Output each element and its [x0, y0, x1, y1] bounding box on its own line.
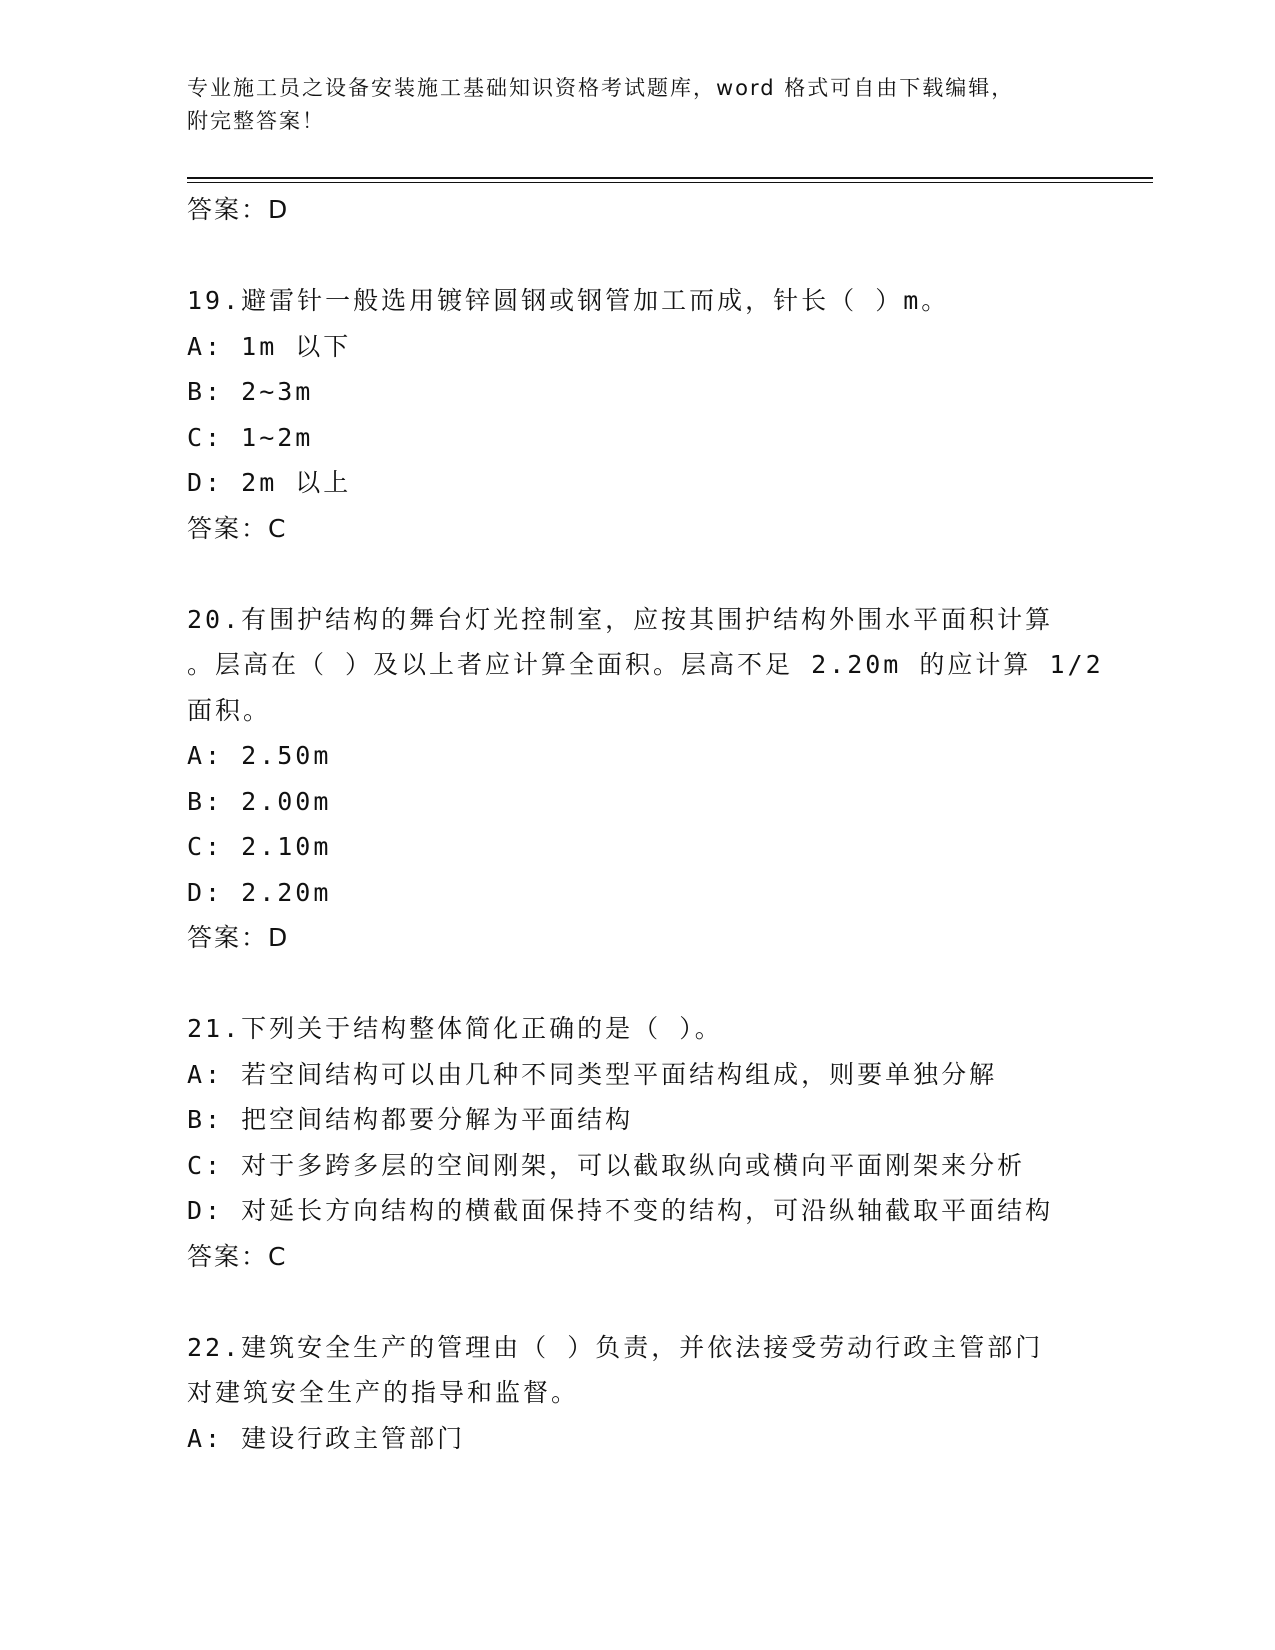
question-21: [187, 1006, 1087, 1279]
option-c: C: 对于多跨多层的空间刚架，可以截取纵向或横向平面刚架来分析: [187, 1150, 1026, 1180]
question-stem: 21.下列关于结构整体简化正确的是（ ）。: [187, 1014, 723, 1043]
option-d: D: 2m 以上: [187, 468, 352, 497]
option-a: A: 2.50m: [187, 741, 332, 770]
question-20: [187, 597, 1104, 961]
header-line-2: 附完整答案！: [187, 109, 325, 133]
answer-line: 答案：D: [187, 923, 290, 952]
option-d: D: 2.20m: [187, 877, 332, 907]
answer-line: 答案：D: [187, 195, 290, 224]
option-c: C: 2.10m: [187, 832, 332, 861]
header-divider-thick: [187, 177, 1153, 179]
option-d: D: 对延长方向结构的横截面保持不变的结构，可沿纵轴截取平面结构: [187, 1196, 1054, 1225]
question-19: [187, 278, 1087, 551]
option-c: C: 1~2m: [187, 422, 314, 452]
question-stem: 22.建筑安全生产的管理由（ ）负责，并依法接受劳动行政主管部门: [187, 1332, 1044, 1362]
header-line-1: 专业施工员之设备安装施工基础知识资格考试题库，word 格式可自由下载编辑，: [187, 76, 1015, 100]
option-b: B: 2~3m: [187, 377, 314, 406]
question-list: [187, 187, 1104, 1461]
question-stem: 19.避雷针一般选用镀锌圆钢或钢管加工而成，针长（ ）m。: [187, 286, 950, 315]
question-stem: 面积。: [187, 695, 272, 725]
question-stem: 。层高在（ ）及以上者应计算全面积。层高不足 2.20m 的应计算 1/2: [187, 650, 1104, 679]
option-a: A: 1m 以下: [187, 331, 352, 361]
document-header: [187, 72, 1067, 138]
question-stem: 20.有围护结构的舞台灯光控制室，应按其围护结构外围水平面积计算: [187, 604, 1054, 634]
option-a: A: 建设行政主管部门: [187, 1423, 466, 1453]
answer-line: 答案：C: [187, 513, 288, 543]
option-b: B: 把空间结构都要分解为平面结构: [187, 1105, 634, 1134]
question-stem: 对建筑安全生产的指导和监督。: [187, 1378, 580, 1407]
question-22: [187, 1325, 1087, 1462]
answer-line: 答案：C: [187, 1241, 288, 1271]
header-divider-thin: [187, 182, 1153, 183]
option-a: A: 若空间结构可以由几种不同类型平面结构组成，则要单独分解: [187, 1059, 998, 1089]
option-b: B: 2.00m: [187, 786, 332, 816]
